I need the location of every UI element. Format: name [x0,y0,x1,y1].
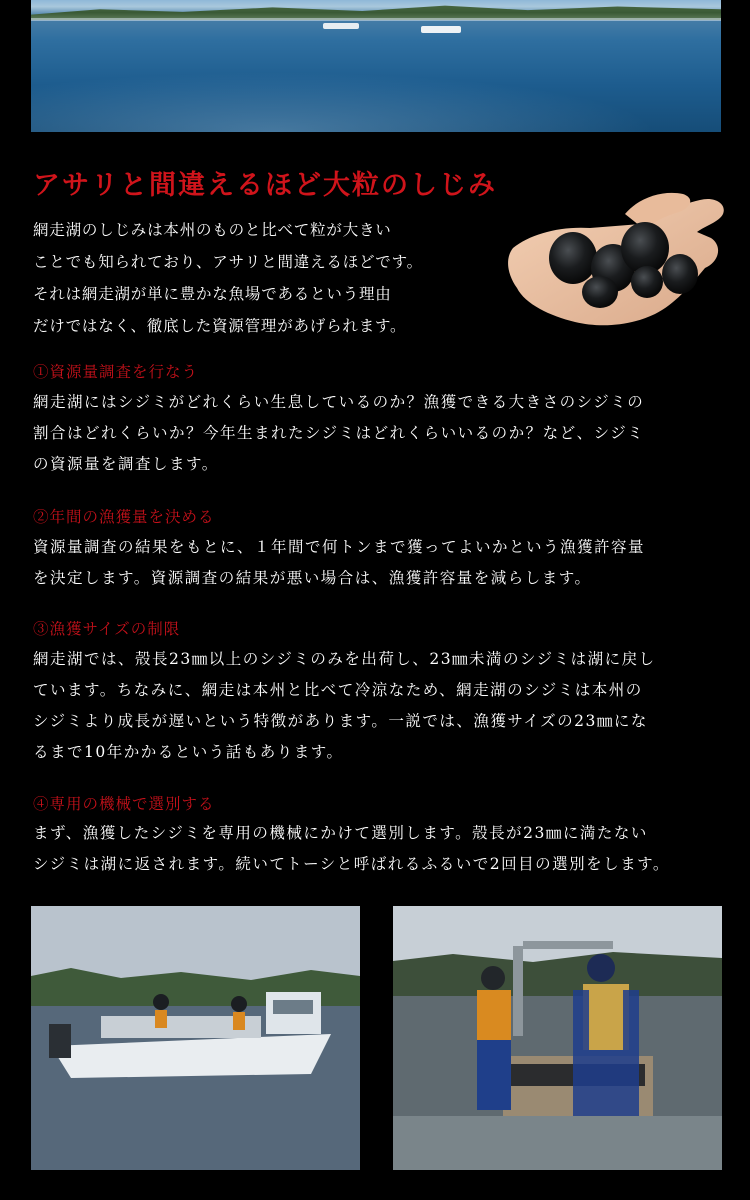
section-line: 割合はどれくらいか？今年生まれたシジミはどれくらいいるのか？など、シジミ [33,424,645,442]
fishing-boat-photo [31,906,360,1170]
section-body-resource-survey [33,387,723,480]
section-line: 網走湖にはシジミがどれくらい生息しているのか？漁獲できる大きさのシジミの [33,393,645,411]
section-title-annual-catch: ②年間の漁獲量を決める [33,508,215,526]
section-title-sorting-machine: ④専用の機械で選別する [33,795,215,813]
hand-with-clams-image [505,186,735,336]
lake-photo [31,0,721,132]
section-body-annual-catch [33,532,723,594]
section-body-sorting-machine [33,818,723,880]
section-line: シジミより成長が遅いという特徴があります。一説では、漁獲サイズの23㎜にな [33,712,648,730]
section-line: ています。ちなみに、網走は本州と比べて冷涼なため、網走湖のシジミは本州の [33,681,643,699]
fishing-boat-illustration [31,906,360,1170]
intro-line: だけではなく、徹底した資源管理があげられます。 [33,317,407,335]
section-body-size-limit [33,644,723,768]
boat [421,26,461,33]
section-line: るまで10年かかるという話もあります。 [33,743,344,761]
intro-text [33,214,493,342]
main-heading: アサリと間違えるほど大粒のしじみ [33,170,497,201]
section-line: シジミは湖に返されます。続いてトーシと呼ばれるふるいで2回目の選別をします。 [33,855,670,873]
section-line: の資源量を調査します。 [33,455,219,473]
boat [323,23,359,29]
water-glare [31,62,721,132]
section-line: を決定します。資源調査の結果が悪い場合は、漁獲許容量を減らします。 [33,569,592,587]
shoreline [31,18,721,21]
sorting-machine-illustration [393,906,722,1170]
intro-line: ことでも知られており、アサリと間違えるほどです。 [33,253,423,271]
section-line: 網走湖では、殻長23㎜以上のシジミのみを出荷し、23㎜未満のシジミは湖に戻し [33,650,656,668]
section-title-resource-survey: ①資源量調査を行なう [33,363,199,381]
sorting-machine-photo [393,906,722,1170]
section-line: まず、漁獲したシジミを専用の機械にかけて選別します。殻長が23㎜に満たない [33,824,648,842]
intro-line: それは網走湖が単に豊かな魚場であるという理由 [33,285,392,303]
section-line: 資源量調査の結果をもとに、１年間で何トンまで獲ってよいかという漁獲許容量 [33,538,646,556]
section-title-size-limit: ③漁獲サイズの制限 [33,620,181,638]
intro-line: 網走湖のしじみは本州のものと比べて粒が大きい [33,221,392,239]
